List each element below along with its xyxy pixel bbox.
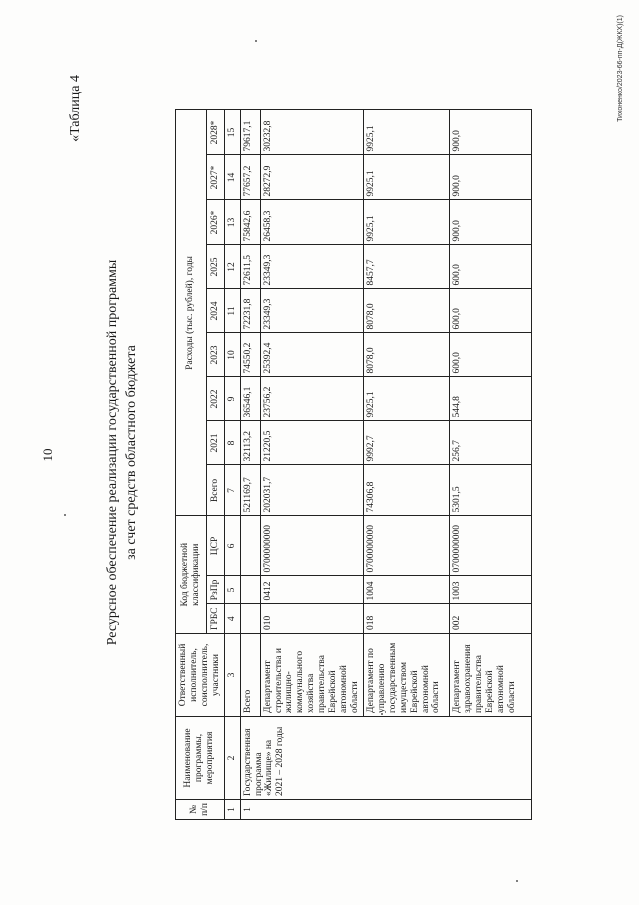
csr-cell	[240, 516, 260, 576]
header-row-1	[176, 110, 207, 820]
executor-cell: Всего	[240, 634, 260, 717]
table-row	[260, 110, 363, 820]
value-cell: 9925,1	[363, 155, 449, 200]
header-total: Всего	[206, 465, 224, 516]
column-index: 2	[224, 717, 240, 800]
column-index: 3	[224, 634, 240, 717]
column-index: 11	[224, 289, 240, 333]
grbs-cell: 002	[449, 604, 531, 634]
value-cell: 21220,5	[260, 421, 363, 465]
scan-speck	[255, 40, 257, 42]
scan-speck	[516, 880, 518, 882]
value-cell: 28272,9	[260, 155, 363, 200]
header-year: 2022	[206, 377, 224, 421]
header-grbs: ГРБС	[206, 604, 224, 634]
program-number: 1	[240, 800, 531, 820]
header-kbk: Код бюджетной классификации	[176, 516, 207, 634]
rzpr-cell: 1003	[449, 576, 531, 604]
value-cell: 544,8	[449, 377, 531, 421]
column-index: 6	[224, 516, 240, 576]
column-index: 14	[224, 155, 240, 200]
grbs-cell: 010	[260, 604, 363, 634]
grbs-cell	[240, 604, 260, 634]
header-rzpr: РзПр	[206, 576, 224, 604]
header-year: 2021	[206, 421, 224, 465]
header-year: 2025	[206, 245, 224, 289]
value-cell: 30232,8	[260, 110, 363, 155]
executor-cell: Департамент здравоохранения правительства Еврейской автономной области	[449, 634, 531, 717]
value-cell: 23756,2	[260, 377, 363, 421]
column-index: 4	[224, 604, 240, 634]
value-cell: 72231,8	[240, 289, 260, 333]
rzpr-cell: 0412	[260, 576, 363, 604]
column-index: 1	[224, 800, 240, 820]
header-csr: ЦСР	[206, 516, 224, 576]
value-cell: 77657,2	[240, 155, 260, 200]
page-number: 10	[40, 448, 55, 462]
value-cell: 900,0	[449, 200, 531, 245]
executor-cell: Департамент строительства и жилищно-коммунального хозяйства правительства Еврейской автономной области	[260, 634, 363, 717]
header-year: 2028*	[206, 110, 224, 155]
value-cell: 79617,1	[240, 110, 260, 155]
rzpr-cell: 1004	[363, 576, 449, 604]
header-year: 2026*	[206, 200, 224, 245]
executor-cell: Департамент по управлению государственным имуществом Еврейской автономной области	[363, 634, 449, 717]
header-year: 2024	[206, 289, 224, 333]
value-cell: 600,0	[449, 333, 531, 377]
column-index: 8	[224, 421, 240, 465]
table-subtitle: за счет средств областного бюджета	[124, 345, 139, 560]
csr-cell: 0700000000	[363, 516, 449, 576]
column-index: 13	[224, 200, 240, 245]
table-row	[363, 110, 449, 820]
header-name: Наименование программы, мероприятия	[176, 717, 225, 800]
header-year: 2027*	[206, 155, 224, 200]
total-cell: 202031,7	[260, 465, 363, 516]
scan-speck	[381, 713, 383, 715]
column-index: 10	[224, 333, 240, 377]
header-year: 2023	[206, 333, 224, 377]
value-cell: 256,7	[449, 421, 531, 465]
column-index: 12	[224, 245, 240, 289]
value-cell: 23349,3	[260, 245, 363, 289]
rzpr-cell	[240, 576, 260, 604]
table-row	[449, 110, 531, 820]
csr-cell: 0700000000	[449, 516, 531, 576]
value-cell: 8457,7	[363, 245, 449, 289]
column-index-row	[224, 110, 240, 820]
value-cell: 26458,3	[260, 200, 363, 245]
value-cell: 600,0	[449, 289, 531, 333]
total-cell: 521169,7	[240, 465, 260, 516]
value-cell: 74550,2	[240, 333, 260, 377]
value-cell: 9925,1	[363, 110, 449, 155]
header-expenses: Расходы (тыс. рублей), годы	[176, 110, 207, 516]
scan-speck	[64, 514, 66, 516]
value-cell: 9992,7	[363, 421, 449, 465]
column-index: 7	[224, 465, 240, 516]
total-cell: 5301,5	[449, 465, 531, 516]
column-index: 5	[224, 576, 240, 604]
value-cell: 900,0	[449, 155, 531, 200]
table-title: Ресурсное обеспечение реализации государственной программы	[105, 259, 120, 646]
value-cell: 25392,4	[260, 333, 363, 377]
value-cell: 8078,0	[363, 333, 449, 377]
column-index: 15	[224, 110, 240, 155]
footer-code: Тихоненко/2023-66-пп-Д(ЖКХ)(1)	[617, 15, 624, 122]
column-index: 9	[224, 377, 240, 421]
grbs-cell: 018	[363, 604, 449, 634]
resource-table	[175, 109, 532, 820]
table-row	[240, 110, 260, 820]
value-cell: 72611,5	[240, 245, 260, 289]
value-cell: 8078,0	[363, 289, 449, 333]
value-cell: 9925,1	[363, 200, 449, 245]
header-executor: Ответственный исполнитель, соисполнитель, участники	[176, 634, 225, 717]
value-cell: 23349,3	[260, 289, 363, 333]
value-cell: 36546,1	[240, 377, 260, 421]
value-cell: 900,0	[449, 110, 531, 155]
csr-cell: 0700000000	[260, 516, 363, 576]
table-tag: «Таблица 4	[68, 75, 83, 142]
value-cell: 75842,6	[240, 200, 260, 245]
header-num: № п/п	[176, 800, 225, 820]
total-cell: 74306,8	[363, 465, 449, 516]
value-cell: 32113,2	[240, 421, 260, 465]
value-cell: 600,0	[449, 245, 531, 289]
value-cell: 9925,1	[363, 377, 449, 421]
program-name: Государственная программа «Жилище» на 2021 – 2028 годы	[240, 717, 531, 800]
